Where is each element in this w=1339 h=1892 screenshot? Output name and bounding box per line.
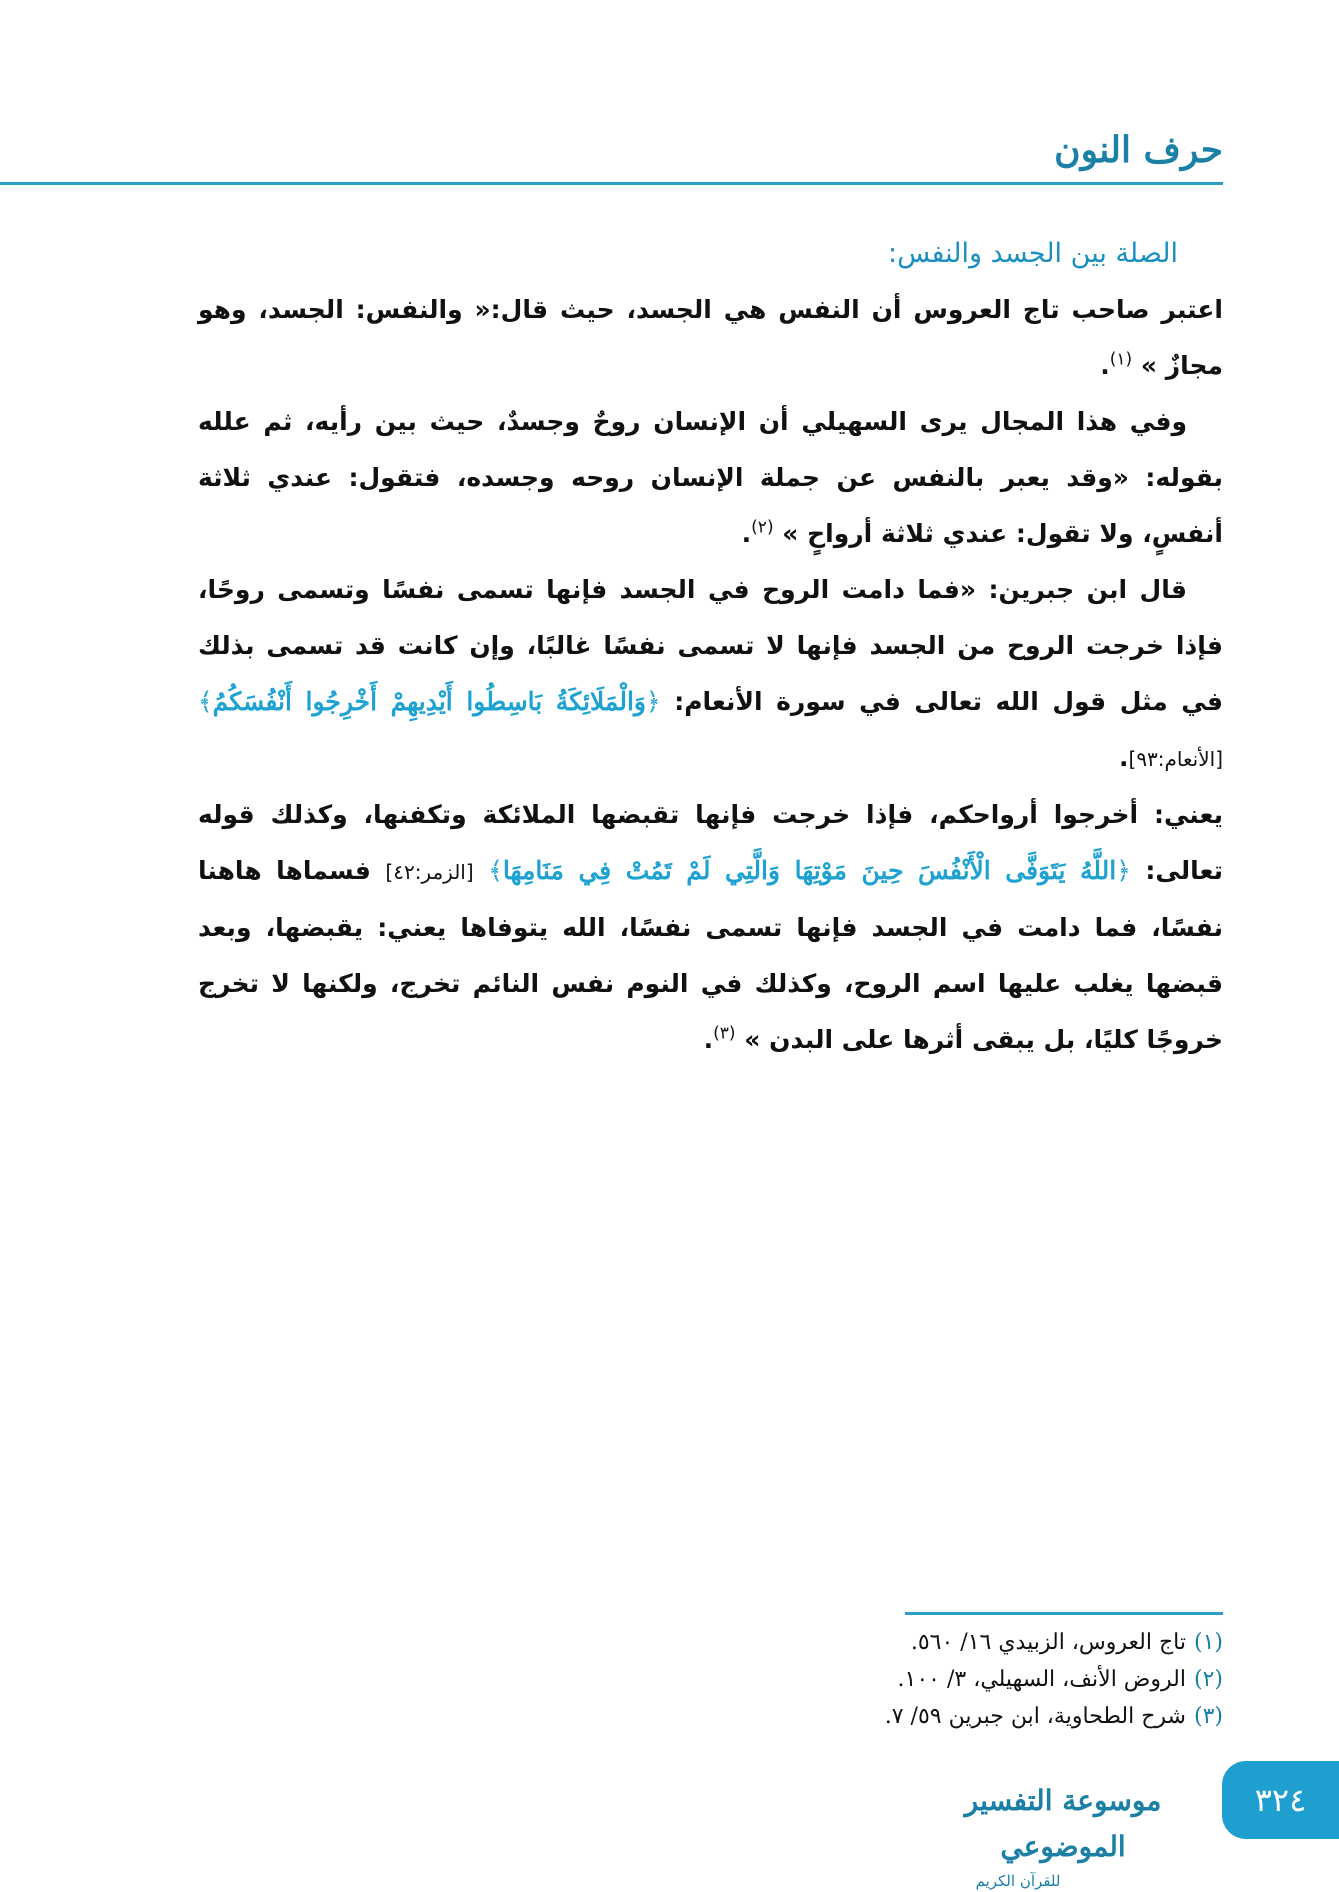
paragraph-1-end: . (1100, 351, 1110, 380)
footnote-text: الروض الأنف، السهيلي، ٣/ ١٠٠. (897, 1667, 1186, 1692)
paragraph-2 (198, 394, 1223, 562)
paragraph-3-end: . (1119, 743, 1129, 772)
main-content (198, 232, 1223, 1068)
paragraph-1-text: اعتبر صاحب تاج العروس أن النفس هي الجسد، حيث قال:« والنفس: الجسد، وهو مجازٌ » (198, 295, 1223, 380)
surah-reference-zumar: [الزمر:٤٢] (385, 860, 474, 884)
paragraph-3 (198, 562, 1223, 787)
header-rule (0, 182, 1223, 185)
encyclopedia-logo (947, 1778, 1179, 1890)
footnote-ref-1[interactable]: (١) (1109, 349, 1133, 370)
chapter-title: حرف النون (1054, 129, 1223, 171)
footnote-rule (905, 1612, 1223, 1615)
footnote-1 (523, 1624, 1223, 1661)
section-title: الصلة بين الجسد والنفس: (887, 238, 1178, 269)
footnotes (523, 1624, 1223, 1735)
footnote-number: (٢) (1193, 1667, 1223, 1692)
footnote-number: (٣) (1193, 1704, 1223, 1729)
paragraph-2-text: وفي هذا المجال يرى السهيلي أن الإنسان روحٌ وجسدٌ، حيث بين رأيه، ثم علله بقوله: «وقد يعبر بالنفس عن جملة الإنسان روحه وجسده، فتقول: عندي ثلاثة أنفسٍ، ولا تقول: عندي ثلاثة أرواحٍ » (198, 407, 1223, 548)
paragraph-4 (198, 787, 1223, 1068)
surah-reference-anam: [الأنعام:٩٣] (1128, 747, 1223, 771)
logo-title: موسوعة التفسير الموضوعي (964, 1784, 1162, 1863)
paragraph-4-end: . (703, 1025, 714, 1054)
paragraph-3-text: قال ابن جبرين: «فما دامت الروح في الجسد فإنها تسمى نفسًا وتسمى روحًا، فإذا خرجت الروح من الجسد فإنها لا تسمى نفسًا غالبًا، وإن كانت قد تسمى بذلك في مثل قول الله تعالى في سورة الأنعام: (198, 575, 1223, 716)
footnote-ref-3[interactable]: (٣) (713, 1023, 736, 1044)
paragraph-1 (198, 282, 1223, 394)
footnote-number: (١) (1193, 1630, 1223, 1655)
quran-verse-zumar: اللَّهُ يَتَوَفَّى الْأَنْفُسَ حِينَ مَوْتِهَا وَالَّتِي لَمْ تَمُتْ فِي مَنَامِهَا (502, 856, 1117, 885)
footnote-text: شرح الطحاوية، ابن جبرين ٥٩/ ٧. (884, 1704, 1186, 1729)
quran-bracket-close: ﴾ (488, 856, 503, 885)
page-number-badge: ٣٢٤ (1222, 1761, 1339, 1839)
footnote-ref-2[interactable]: (٢) (751, 517, 774, 538)
quran-verse-anam: وَالْمَلَائِكَةُ بَاسِطُوا أَيْدِيهِمْ أَخْرِجُوا أَنْفُسَكُمُ (212, 687, 646, 716)
footnote-3 (523, 1698, 1223, 1735)
paragraph-4-text-a: يعني: أخرجوا أرواحكم، فإذا خرجت فإنها تقبضها الملائكة وتكفنها، وكذلك قوله تعالى: (198, 800, 1223, 885)
paragraph-4-text-b: فسماها هاهنا نفسًا، فما دامت في الجسد فإنها تسمى نفسًا، الله يتوفاها يعني: يقبضها، وبعد قبضها يغلب عليها اسم الروح، وكذلك في النوم نفس النائم تخرج، ولكنها لا تخرج خروجًا كليًا، بل يبقى أثرها على البدن » (198, 856, 1223, 1054)
quran-bracket-close: ﴾ (198, 687, 213, 716)
footnote-2 (523, 1661, 1223, 1698)
quran-bracket-open: ﴿ (645, 687, 661, 716)
paragraph-2-end: . (741, 519, 752, 548)
footnote-text: تاج العروس، الزبيدي ١٦/ ٥٦٠. (910, 1630, 1186, 1655)
quran-bracket-open: ﴿ (1116, 856, 1131, 885)
logo-subtitle: للقرآن الكريم (975, 1872, 1061, 1890)
